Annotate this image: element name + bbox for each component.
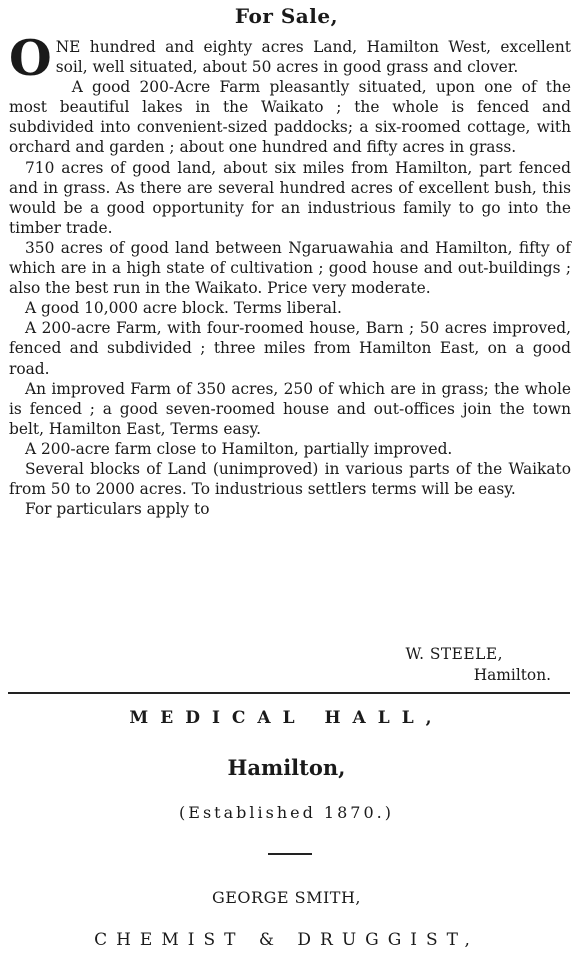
ad-paragraph: A 200-acre Farm, with four-roomed house, Barn ; 50 acres improved, fenced and subdivided ; three miles from Hamilton East, on a good road. bbox=[9, 319, 571, 378]
ad-paragraph: Several blocks of Land (unimproved) in various parts of the Waikato from 50 to 2000 acres. To industrious settlers terms will be easy. bbox=[9, 459, 571, 499]
established-text: (Established 1870.) bbox=[179, 803, 394, 822]
ad-paragraph: A good 10,000 acre block. Terms liberal. bbox=[25, 299, 342, 318]
ad-paragraph: 350 acres of good land between Ngaruawahia and Hamilton, fifty of which are in a high state of cultivation ; good house and out-buildings ; also the best run in the Waikato. Price very moderate. bbox=[9, 238, 571, 298]
for-sale-title: For Sale, bbox=[234, 4, 339, 28]
ad-paragraph: A good 200-Acre Farm pleasantly situated, upon one of the most beautiful lakes in the Waikato ; the whole is fenced and subdivided into convenient-sized paddocks; a six-roomed cottage, with orchard and garden ; about one hundred and fifty acres in grass. bbox=[9, 78, 571, 157]
ad-paragraph: An improved Farm of 350 acres, 250 of which are in grass; the whole is fenced ; a good seven-roomed house and out-offices join the town belt, Hamilton East, Terms easy. bbox=[9, 379, 571, 438]
for-sale-advertisement bbox=[9, 29, 571, 519]
established-line bbox=[0, 803, 573, 822]
paragraph-text: NE hundred and eighty acres Land, Hamilton West, excellent soil, well situated, about 50 acres in good grass and clover. bbox=[55, 38, 571, 77]
ad-paragraph bbox=[9, 29, 571, 87]
ad-paragraph: For particulars apply to bbox=[25, 500, 210, 519]
signature-place: Hamilton. bbox=[473, 666, 551, 684]
signature-block bbox=[0, 645, 573, 687]
medical-hall-heading: MEDICAL HALL, bbox=[129, 708, 444, 728]
trade-line: CHEMIST & DRUGGIST, bbox=[94, 930, 479, 950]
column-divider bbox=[8, 692, 570, 694]
signature-name: W. STEELE, bbox=[405, 645, 503, 663]
short-divider bbox=[268, 853, 312, 855]
ad-paragraph: 710 acres of good land, about six miles from Hamilton, part fenced and in grass. As there are several hundred acres of excellent bush, this would be a good opportunity for an industrious family to go into the timber trade. bbox=[9, 158, 571, 237]
ad-paragraph: A 200-acre farm close to Hamilton, partially improved. bbox=[25, 439, 453, 458]
drop-cap: O bbox=[9, 29, 52, 87]
proprietor-name: GEORGE SMITH, bbox=[211, 888, 362, 907]
town-heading: Hamilton, bbox=[227, 755, 346, 780]
